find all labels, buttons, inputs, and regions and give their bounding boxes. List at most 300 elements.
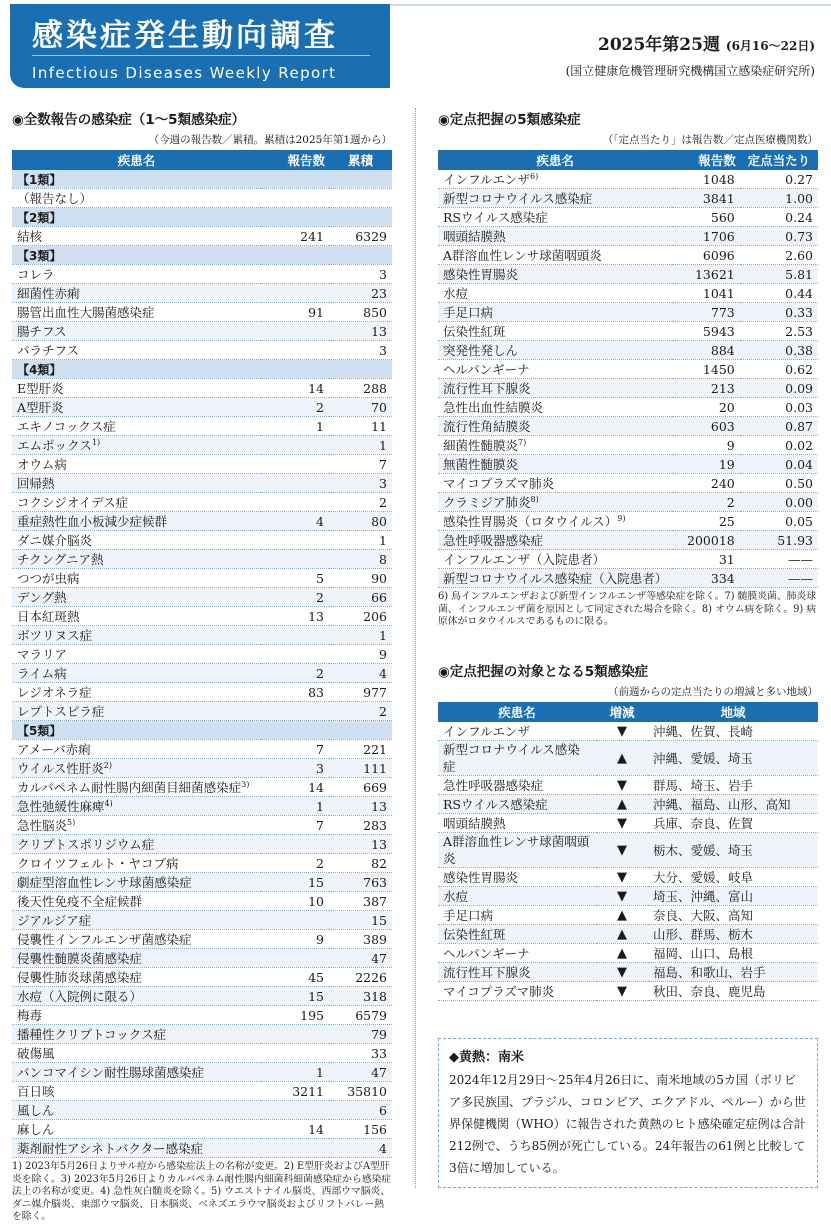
per-sentinel: 0.09 [740, 379, 818, 398]
table-row [438, 512, 818, 531]
disease-name: 侵襲性肺炎球菌感染症 [12, 968, 261, 987]
region-list: 埼玉、沖縄、富山 [648, 887, 818, 906]
disease-name: マイコプラズマ肺炎 [438, 982, 596, 1001]
arrow-down-icon: ▼ [596, 982, 648, 1001]
disease-name: 結核 [12, 227, 261, 246]
table-row [12, 1082, 392, 1101]
report-count: 7 [261, 740, 329, 759]
notifiable-table [12, 150, 392, 1158]
per-sentinel: 0.50 [740, 474, 818, 493]
disease-name: クラミジア肺炎$^{8)}$ [438, 493, 672, 512]
report-count [261, 284, 329, 303]
footnote-ref: 2) [103, 760, 112, 770]
table-row [12, 1044, 392, 1063]
disease-name: A群溶血性レンサ球菌咽頭炎 [438, 833, 596, 868]
table-row [438, 776, 818, 795]
report-count [261, 265, 329, 284]
report-count [261, 493, 329, 512]
cumulative-count: 156 [329, 1120, 392, 1139]
footnote-ref: 1) [91, 437, 101, 447]
table-row [438, 227, 818, 246]
cumulative-count: 2 [329, 493, 392, 512]
disease-name: デング熱 [12, 588, 261, 607]
table-row [12, 949, 392, 968]
table-row [12, 930, 392, 949]
report-count: 5 [261, 569, 329, 588]
section-title: ◉定点把握の5類感染症 [438, 112, 581, 128]
table-row [12, 227, 392, 246]
cumulative-count: 4 [329, 1139, 392, 1158]
table-row [438, 379, 818, 398]
report-count [261, 341, 329, 360]
arrow-down-icon: ▼ [596, 833, 648, 868]
disease-name: 後天性免疫不全症候群 [12, 892, 261, 911]
disease-name: 水痘（入院例に限る） [12, 987, 261, 1006]
cumulative-count: 66 [329, 588, 392, 607]
disease-name: 薬剤耐性アシネトバクター感染症 [12, 1139, 261, 1158]
report-count: 2 [261, 588, 329, 607]
disease-name: クロイツフェルト・ヤコブ病 [12, 854, 261, 873]
table-row [12, 512, 392, 531]
footnote-ref: 9) [617, 513, 626, 523]
table-row [12, 873, 392, 892]
col-disease: 疾患名 [12, 150, 261, 170]
table-row [12, 626, 392, 645]
disease-name: 急性呼吸器感染症 [438, 776, 596, 795]
disease-name: レプトスピラ症 [12, 702, 261, 721]
cumulative-count: 206 [329, 607, 392, 626]
report-count: 45 [261, 968, 329, 987]
cumulative-count: 6579 [329, 1006, 392, 1025]
footnote-ref: 8) [530, 494, 539, 504]
table-row [12, 702, 392, 721]
disease-name: 手足口病 [438, 906, 596, 925]
table-row [12, 550, 392, 569]
per-sentinel: 51.93 [740, 531, 818, 550]
table-row [438, 906, 818, 925]
per-sentinel: —— [740, 550, 818, 569]
report-count: 10 [261, 892, 329, 911]
table-row [438, 170, 818, 189]
section-note: （前週からの定点当たりの増減と多い地域） [608, 686, 818, 698]
per-sentinel: 0.73 [740, 227, 818, 246]
disease-name: パラチフス [12, 341, 261, 360]
report-count [261, 474, 329, 493]
arrow-up-icon: ▲ [596, 795, 648, 814]
per-sentinel: 5.81 [740, 265, 818, 284]
table-row [12, 341, 392, 360]
report-count: 241 [261, 227, 329, 246]
table-row [12, 816, 392, 835]
disease-name: ボツリヌス症 [12, 626, 261, 645]
disease-name: 播種性クリプトコックス症 [12, 1025, 261, 1044]
section-title: ◉定点把握の対象となる5類感染症 [438, 664, 649, 680]
arrow-up-icon: ▲ [596, 925, 648, 944]
trend-section [438, 660, 818, 1001]
disease-name: 急性出血性結膜炎 [438, 398, 672, 417]
table-row [438, 531, 818, 550]
disease-name: 流行性耳下腺炎 [438, 379, 672, 398]
cumulative-count: 13 [329, 322, 392, 341]
table-row [12, 664, 392, 683]
cumulative-count: 669 [329, 778, 392, 797]
arrow-down-icon: ▼ [596, 868, 648, 887]
report-count: 334 [672, 569, 739, 588]
table-row [12, 417, 392, 436]
per-sentinel: 0.03 [740, 398, 818, 417]
disease-name: 急性脳炎$^{5)}$ [12, 816, 261, 835]
section-note: （今週の報告数／累積。累積は2025年第1週から） [148, 134, 392, 146]
disease-name: 急性弛緩性麻痺$^{4)}$ [12, 797, 261, 816]
category-row [12, 360, 392, 379]
cumulative-count: 6329 [329, 227, 392, 246]
disease-name: ライム病 [12, 664, 261, 683]
disease-name: 水痘 [438, 284, 672, 303]
region-list: 山形、群馬、栃木 [648, 925, 818, 944]
region-list: 沖縄、佐賀、長崎 [648, 722, 818, 741]
table-row [438, 474, 818, 493]
cumulative-count: 763 [329, 873, 392, 892]
disease-name: エムポックス$^{1)}$ [12, 436, 261, 455]
per-sentinel: 0.04 [740, 455, 818, 474]
report-count: 240 [672, 474, 739, 493]
report-count: 1450 [672, 360, 739, 379]
disease-name: 細菌性髄膜炎$^{7)}$ [438, 436, 672, 455]
table-row [438, 982, 818, 1001]
report-count: 1 [261, 1063, 329, 1082]
report-count: 31 [672, 550, 739, 569]
footnote-ref: 7) [518, 437, 527, 447]
disease-name: クリプトスポリジウム症 [12, 835, 261, 854]
table-row [12, 303, 392, 322]
disease-name: マラリア [12, 645, 261, 664]
report-count: 2 [261, 854, 329, 873]
table-row [438, 360, 818, 379]
cumulative-count: 387 [329, 892, 392, 911]
cumulative-count: 288 [329, 379, 392, 398]
disease-name: 感染性胃腸炎 [438, 265, 672, 284]
cumulative-count: 850 [329, 303, 392, 322]
table-row [12, 797, 392, 816]
report-count [261, 550, 329, 569]
disease-name: インフルエンザ$^{6)}$ [438, 170, 672, 189]
footnote-ref: 4) [104, 798, 113, 808]
report-count: 5943 [672, 322, 739, 341]
report-count: 773 [672, 303, 739, 322]
table-row [12, 1120, 392, 1139]
disease-name: 梅毒 [12, 1006, 261, 1025]
region-list: 栃木、愛媛、埼玉 [648, 833, 818, 868]
column-divider [415, 108, 416, 1188]
per-sentinel: 0.33 [740, 303, 818, 322]
category-label: 【1類】 [12, 170, 392, 189]
cumulative-count: 4 [329, 664, 392, 683]
table-row [12, 398, 392, 417]
disease-name: 咽頭結膜熱 [438, 227, 672, 246]
report-title: 感染症発生動向調査 [32, 18, 338, 54]
cumulative-count: 8 [329, 550, 392, 569]
report-count: 83 [261, 683, 329, 702]
disease-name: 日本紅斑熱 [12, 607, 261, 626]
table-row [12, 531, 392, 550]
report-count [261, 702, 329, 721]
per-sentinel: 0.24 [740, 208, 818, 227]
report-count: 7 [261, 816, 329, 835]
report-count [261, 1025, 329, 1044]
cumulative-count: 13 [329, 797, 392, 816]
disease-name: A型肝炎 [12, 398, 261, 417]
table-row [438, 341, 818, 360]
cumulative-count: 3 [329, 341, 392, 360]
disease-name: A群溶血性レンサ球菌咽頭炎 [438, 246, 672, 265]
table-row [12, 1006, 392, 1025]
disease-name: 感染性胃腸炎（ロタウイルス）$^{9)}$ [438, 512, 672, 531]
report-count: 14 [261, 379, 329, 398]
per-sentinel: 2.53 [740, 322, 818, 341]
table-row [12, 265, 392, 284]
arrow-up-icon: ▲ [596, 944, 648, 963]
table-row [12, 854, 392, 873]
table-row [438, 284, 818, 303]
disease-name: 腸チフス [12, 322, 261, 341]
cumulative-count: 80 [329, 512, 392, 531]
report-count: 1706 [672, 227, 739, 246]
cumulative-count: 389 [329, 930, 392, 949]
report-count: 1048 [672, 170, 739, 189]
table-row [12, 379, 392, 398]
report-count [261, 949, 329, 968]
table-row [438, 189, 818, 208]
report-count: 195 [261, 1006, 329, 1025]
report-subtitle: Infectious Diseases Weekly Report [32, 64, 337, 82]
report-count: 3 [261, 759, 329, 778]
disease-name: コレラ [12, 265, 261, 284]
table-row [438, 814, 818, 833]
table-row [12, 645, 392, 664]
cumulative-count: 283 [329, 816, 392, 835]
cumulative-count: 47 [329, 1063, 392, 1082]
disease-name: 細菌性赤痢 [12, 284, 261, 303]
report-count: 13 [261, 607, 329, 626]
category-label: 【2類】 [12, 208, 392, 227]
title-banner [10, 4, 390, 88]
disease-name: 腸管出血性大腸菌感染症 [12, 303, 261, 322]
table-row [12, 683, 392, 702]
footnote: 6) 鳥インフルエンザおよび新型インフルエンザ等感染症を除く。7) 髄膜炎菌、肺炎球菌、インフルエンザ菌を原因として同定された場合を除く。8) オウム病を除く。9) 病原体がロタウイルスであるものに限る。 [438, 591, 817, 627]
report-count [261, 436, 329, 455]
disease-name: 破傷風 [12, 1044, 261, 1063]
cumulative-count: 1 [329, 436, 392, 455]
report-count: 3841 [672, 189, 739, 208]
report-count: 560 [672, 208, 739, 227]
arrow-up-icon: ▲ [596, 741, 648, 776]
cumulative-count: 90 [329, 569, 392, 588]
disease-name: インフルエンザ [438, 722, 596, 741]
region-list: 大分、愛媛、岐阜 [648, 868, 818, 887]
arrow-down-icon: ▼ [596, 776, 648, 795]
region-list: 兵庫、奈良、佐賀 [648, 814, 818, 833]
section-title: ◉全数報告の感染症（1～5類感染症） [12, 112, 246, 128]
disease-name: レジオネラ症 [12, 683, 261, 702]
disease-name: 新型コロナウイルス感染症（入院患者） [438, 569, 672, 588]
col-disease: 疾患名 [438, 702, 596, 722]
cumulative-count: 3 [329, 265, 392, 284]
cumulative-count: 6 [329, 1101, 392, 1120]
report-count: 4 [261, 512, 329, 531]
table-row [438, 398, 818, 417]
disease-name: E型肝炎 [12, 379, 261, 398]
cumulative-count: 35810 [329, 1082, 392, 1101]
per-sentinel: —— [740, 569, 818, 588]
disease-name: 新型コロナウイルス感染症 [438, 189, 672, 208]
table-row [438, 246, 818, 265]
per-sentinel: 0.27 [740, 170, 818, 189]
issue-week: 2025年第25週 [597, 35, 720, 55]
report-count: 2 [261, 664, 329, 683]
sentinel-table [438, 150, 818, 588]
table-row [438, 944, 818, 963]
col-region: 地域 [648, 702, 818, 722]
disease-name: ダニ媒介脳炎 [12, 531, 261, 550]
disease-name: 急性呼吸器感染症 [438, 531, 672, 550]
arrow-down-icon: ▼ [596, 722, 648, 741]
category-row [12, 170, 392, 189]
table-row [12, 892, 392, 911]
box-title: ◆黄熱：南米 [449, 1050, 524, 1065]
cumulative-count: 2226 [329, 968, 392, 987]
trend-table [438, 702, 818, 1001]
table-row [438, 925, 818, 944]
report-count: 884 [672, 341, 739, 360]
table-row [438, 303, 818, 322]
disease-name: 水痘 [438, 887, 596, 906]
table-row [12, 759, 392, 778]
table-row [12, 1063, 392, 1082]
report-count: 14 [261, 778, 329, 797]
disease-name: 重症熱性血小板減少症候群 [12, 512, 261, 531]
table-row [12, 835, 392, 854]
cumulative-count: 47 [329, 949, 392, 968]
cumulative-count: 221 [329, 740, 392, 759]
report-count: 25 [672, 512, 739, 531]
arrow-down-icon: ▼ [596, 814, 648, 833]
table-row [12, 1101, 392, 1120]
table-row [438, 322, 818, 341]
table-row [438, 550, 818, 569]
disease-name: 伝染性紅斑 [438, 322, 672, 341]
report-count: 2 [672, 493, 739, 512]
report-count: 1041 [672, 284, 739, 303]
disease-name: エキノコックス症 [12, 417, 261, 436]
disease-name: （報告なし） [12, 189, 261, 208]
report-count [261, 531, 329, 550]
cumulative-count: 977 [329, 683, 392, 702]
arrow-down-icon: ▼ [596, 963, 648, 982]
table-row [12, 1025, 392, 1044]
report-count: 15 [261, 873, 329, 892]
table-row [12, 189, 392, 208]
banner-divider [32, 55, 370, 56]
table-row [438, 417, 818, 436]
disease-name: 百日咳 [12, 1082, 261, 1101]
table-row [12, 911, 392, 930]
table-row [12, 968, 392, 987]
col-count: 報告数 [261, 150, 329, 170]
per-sentinel: 0.44 [740, 284, 818, 303]
disease-name: オウム病 [12, 455, 261, 474]
report-count: 9 [672, 436, 739, 455]
cumulative-count: 2 [329, 702, 392, 721]
table-row [438, 887, 818, 906]
cumulative-count [329, 189, 392, 208]
col-per-sentinel: 定点当たり [740, 150, 818, 170]
disease-name: 咽頭結膜熱 [438, 814, 596, 833]
table-row [12, 493, 392, 512]
disease-name: 無菌性髄膜炎 [438, 455, 672, 474]
per-sentinel: 1.00 [740, 189, 818, 208]
table-row [12, 607, 392, 626]
disease-name: 劇症型溶血性レンサ球菌感染症 [12, 873, 261, 892]
per-sentinel: 0.02 [740, 436, 818, 455]
per-sentinel: 2.60 [740, 246, 818, 265]
disease-name: ジアルジア症 [12, 911, 261, 930]
cumulative-count: 318 [329, 987, 392, 1006]
disease-name: カルバペネム耐性腸内細菌目細菌感染症$^{3)}$ [12, 778, 261, 797]
report-count [261, 911, 329, 930]
disease-name: ヘルパンギーナ [438, 360, 672, 379]
disease-name: RSウイルス感染症 [438, 208, 672, 227]
table-row [12, 740, 392, 759]
per-sentinel: 0.05 [740, 512, 818, 531]
cumulative-count: 79 [329, 1025, 392, 1044]
organization: (国立健康危機管理研究機構国立感染症研究所) [565, 64, 815, 78]
cumulative-count: 7 [329, 455, 392, 474]
report-count: 91 [261, 303, 329, 322]
footnote-ref: 5) [67, 817, 76, 827]
disease-name: インフルエンザ（入院患者） [438, 550, 672, 569]
cumulative-count: 15 [329, 911, 392, 930]
cumulative-count: 3 [329, 474, 392, 493]
report-count [261, 189, 329, 208]
table-row [12, 455, 392, 474]
footnote: 1) 2023年5月26日よりサル痘から感染症法上の名称が変更。2) E型肝炎およびA型肝炎を除く。3) 2023年5月26日よりカルバペネム耐性腸内細菌科細菌感染症から感染症法上の名称が変更。4) 急性灰白髄炎を除く。5) ウエストナイル脳炎、西部ウマ脳炎、ダニ媒介脳炎、東部ウマ脳炎、日本脳炎、ベネズエラウマ脳炎およびリフトバレー熱を除く。 [12, 1161, 392, 1222]
table-row [12, 569, 392, 588]
arrow-up-icon: ▲ [596, 906, 648, 925]
disease-name: ヘルパンギーナ [438, 944, 596, 963]
report-count: 1 [261, 417, 329, 436]
report-count [261, 1101, 329, 1120]
category-label: 【3類】 [12, 246, 392, 265]
report-count: 13621 [672, 265, 739, 284]
per-sentinel: 0.62 [740, 360, 818, 379]
disease-name: 感染性胃腸炎 [438, 868, 596, 887]
footnote-ref: 6) [530, 171, 539, 181]
disease-name: 突発性発しん [438, 341, 672, 360]
region-list: 福岡、山口、島根 [648, 944, 818, 963]
category-row [12, 208, 392, 227]
region-list: 沖縄、愛媛、埼玉 [648, 741, 818, 776]
disease-name: つつが虫病 [12, 569, 261, 588]
disease-name: 流行性角結膜炎 [438, 417, 672, 436]
cumulative-count: 111 [329, 759, 392, 778]
cumulative-count: 23 [329, 284, 392, 303]
table-row [438, 569, 818, 588]
report-count: 2 [261, 398, 329, 417]
report-count: 20 [672, 398, 739, 417]
table-row [12, 284, 392, 303]
table-row [438, 833, 818, 868]
cumulative-count: 70 [329, 398, 392, 417]
